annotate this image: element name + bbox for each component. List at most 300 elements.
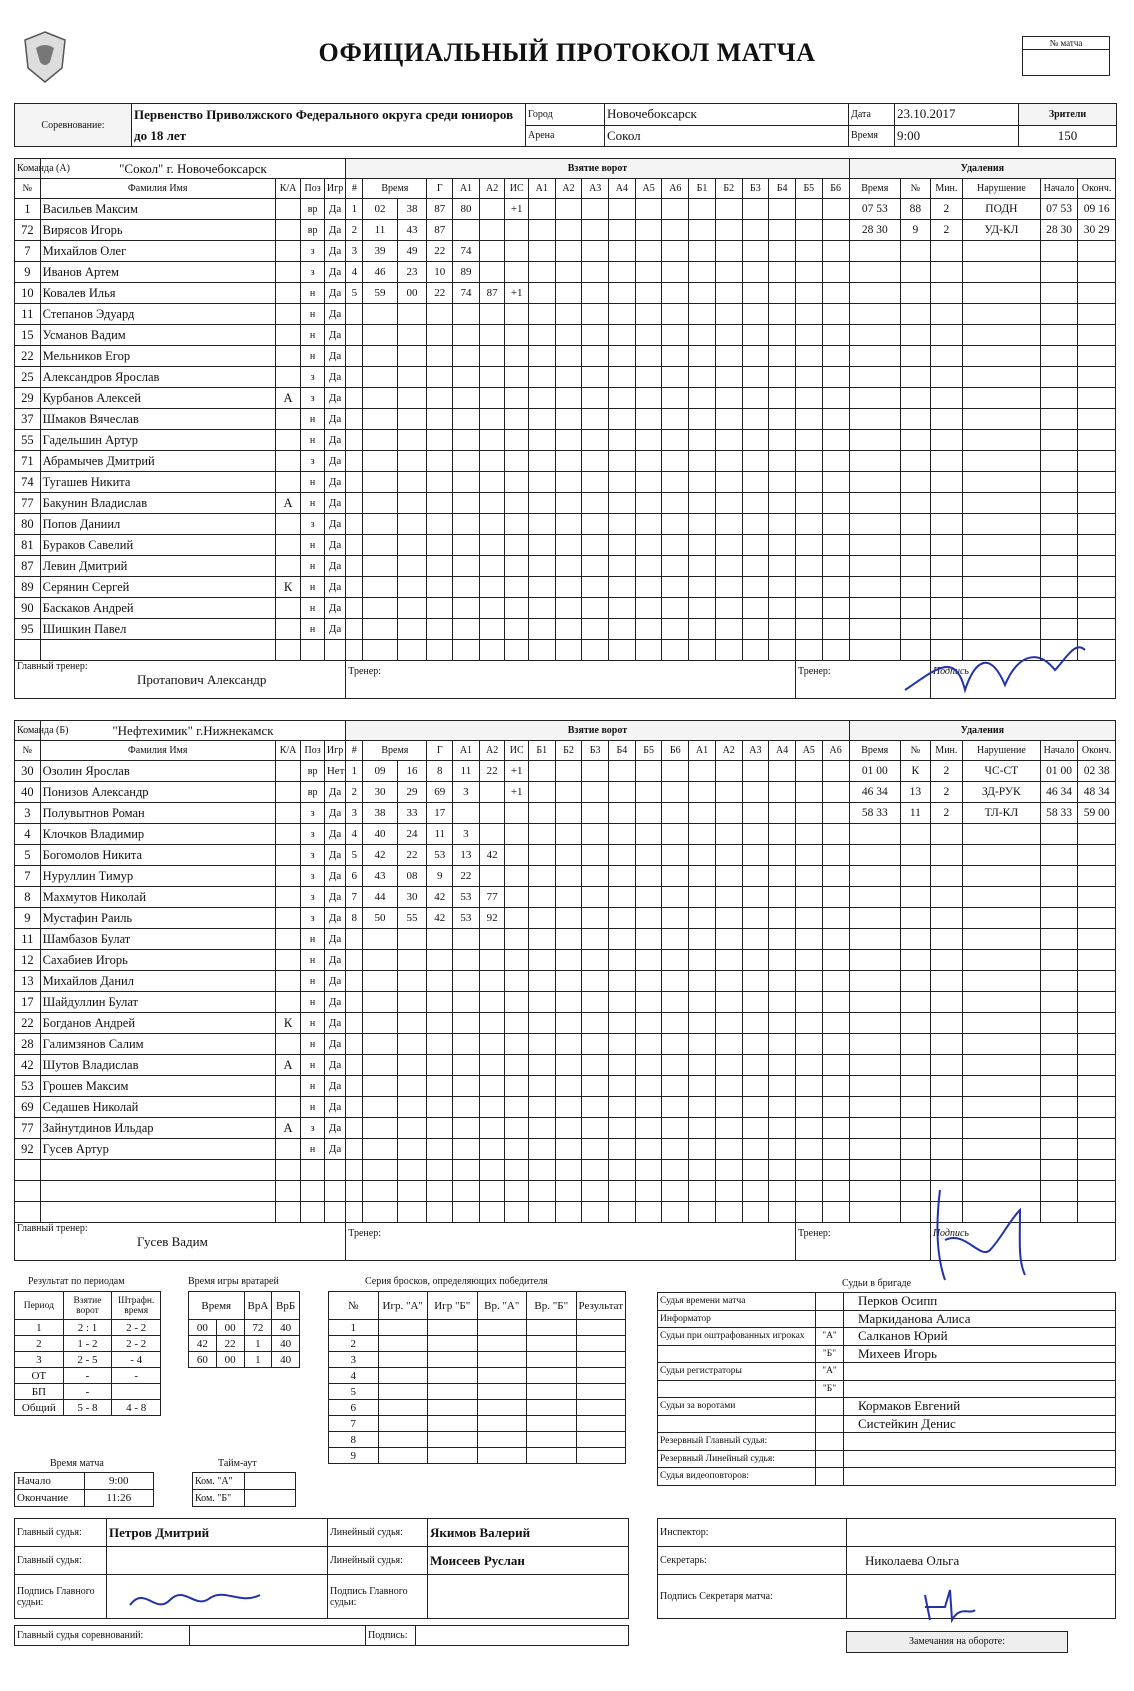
goal-cell <box>453 1202 480 1223</box>
goal-cell <box>479 1202 505 1223</box>
player-number <box>15 640 41 661</box>
penalty-cell <box>930 388 962 409</box>
line-cell <box>635 472 662 493</box>
penalty-cell <box>1078 388 1116 409</box>
goal-cell <box>453 1034 480 1055</box>
penalty-cell <box>962 346 1040 367</box>
penalty-cell <box>1040 346 1077 367</box>
player-row <box>15 866 1116 887</box>
line-cell <box>795 1034 822 1055</box>
penalty-cell <box>1078 556 1116 577</box>
penalty-cell <box>900 409 930 430</box>
goal-cell: 33 <box>397 803 427 824</box>
goal-cell <box>346 409 363 430</box>
line-cell <box>635 1076 662 1097</box>
line-col-header: Б2 <box>555 741 582 761</box>
officials-table <box>657 1292 1116 1486</box>
penalty-cell <box>930 577 962 598</box>
line-cell <box>769 472 796 493</box>
referees-table <box>14 1518 629 1619</box>
penalty-cell <box>849 1055 900 1076</box>
inspector-table <box>657 1518 1116 1619</box>
goal-cell <box>427 950 453 971</box>
periods-cell: - 4 <box>112 1352 161 1368</box>
periods-cell: 5 - 8 <box>63 1400 112 1416</box>
goal-cell <box>453 1118 480 1139</box>
goal-cell: 13 <box>453 845 480 866</box>
player-number: 71 <box>15 451 41 472</box>
player-role <box>275 908 301 929</box>
line-cell <box>715 346 742 367</box>
player-row <box>15 409 1116 430</box>
goal-cell <box>453 950 480 971</box>
player-position: н <box>301 304 325 325</box>
player-number: 3 <box>15 803 41 824</box>
goal-cell <box>453 619 480 640</box>
line-cell <box>822 220 849 241</box>
line-cell <box>795 640 822 661</box>
line-cell <box>528 472 555 493</box>
penalty-cell <box>962 887 1040 908</box>
goal-cell <box>505 1097 529 1118</box>
line-cell <box>609 430 636 451</box>
goal-cell <box>427 304 453 325</box>
goal-cell <box>346 929 363 950</box>
team-a-section <box>14 158 1116 699</box>
official-role <box>658 1415 816 1433</box>
line-cell <box>555 472 582 493</box>
team-a-table <box>14 158 1116 699</box>
line-cell <box>689 1034 716 1055</box>
player-played: Да <box>324 1013 345 1034</box>
line-cell <box>795 367 822 388</box>
player-number <box>15 1181 41 1202</box>
goal-cell <box>346 535 363 556</box>
line-cell <box>742 346 769 367</box>
line-cell <box>662 199 689 220</box>
penalty-cell <box>900 367 930 388</box>
shootout-col-header: Игр "Б" <box>428 1292 478 1320</box>
line-cell <box>715 1202 742 1223</box>
goal-cell <box>346 1202 363 1223</box>
date-value: 23.10.2017 <box>895 104 1019 126</box>
penalty-cell <box>1078 1139 1116 1160</box>
line-cell <box>689 1076 716 1097</box>
line-cell <box>795 971 822 992</box>
goal-cell: 89 <box>453 262 480 283</box>
line-cell <box>822 1118 849 1139</box>
line-col-header: Б5 <box>635 741 662 761</box>
penalty-cell <box>930 556 962 577</box>
line-cell <box>609 1202 636 1223</box>
line-cell <box>662 241 689 262</box>
line-cell <box>609 1013 636 1034</box>
goal-cell <box>505 241 529 262</box>
goalies-cell: 00 <box>216 1320 244 1336</box>
player-position: н <box>301 283 325 304</box>
goal-cell: 43 <box>397 220 427 241</box>
timeout-a-label: Ком. "А" <box>193 1473 245 1490</box>
player-position: вр <box>301 220 325 241</box>
line-cell <box>822 493 849 514</box>
line-cell <box>609 782 636 803</box>
goal-cell <box>479 325 505 346</box>
goal-cell <box>363 451 397 472</box>
player-name: Усманов Вадим <box>40 325 275 346</box>
goal-cell <box>363 304 397 325</box>
penalty-cell <box>1040 577 1077 598</box>
team-b-table <box>14 720 1116 1261</box>
line-cell <box>822 598 849 619</box>
penalty-player: 13 <box>900 782 930 803</box>
penalty-cell <box>849 619 900 640</box>
goal-cell <box>453 1181 480 1202</box>
goal-cell: 11 <box>363 220 397 241</box>
penalty-cell <box>900 619 930 640</box>
periods-cell <box>112 1384 161 1400</box>
goal-cell: 3 <box>346 803 363 824</box>
line-col-header: Б6 <box>822 179 849 199</box>
goal-col-header: А2 <box>479 179 505 199</box>
goal-col-header: ИС <box>505 741 529 761</box>
goal-cell: 17 <box>427 803 453 824</box>
penalty-col-header: № <box>900 179 930 199</box>
official-role: Судья времени матча <box>658 1293 816 1311</box>
line-cell <box>822 803 849 824</box>
goal-cell <box>397 971 427 992</box>
player-row <box>15 283 1116 304</box>
goal-cell <box>427 1160 453 1181</box>
player-role <box>275 262 301 283</box>
official-name: Кормаков Евгений <box>844 1398 1116 1416</box>
goal-cell <box>479 409 505 430</box>
line-cell <box>822 556 849 577</box>
goal-cell <box>453 1160 480 1181</box>
penalty-cell <box>962 556 1040 577</box>
line-cell <box>662 346 689 367</box>
line-referee-2: Моисеев Руслан <box>428 1547 629 1575</box>
line-cell <box>689 451 716 472</box>
line-cell <box>662 577 689 598</box>
line-cell <box>609 451 636 472</box>
goal-cell: 09 <box>363 761 397 782</box>
penalty-cell <box>1040 535 1077 556</box>
line-cell <box>635 304 662 325</box>
head-coach-cell <box>15 1223 346 1261</box>
player-position: з <box>301 514 325 535</box>
line-cell <box>635 761 662 782</box>
goal-cell <box>505 866 529 887</box>
penalty-cell <box>1040 992 1077 1013</box>
player-row <box>15 451 1116 472</box>
goal-cell <box>397 304 427 325</box>
goal-cell <box>479 929 505 950</box>
shootout-row-number: 8 <box>329 1432 379 1448</box>
goal-cell <box>363 325 397 346</box>
shootout-col-header: Вр. "А" <box>477 1292 527 1320</box>
goal-col-header: ИС <box>505 179 529 199</box>
line-cell <box>689 908 716 929</box>
penalty-cell <box>1040 262 1077 283</box>
line-cell <box>822 640 849 661</box>
line-col-header: Б1 <box>528 741 555 761</box>
line-cell <box>582 824 609 845</box>
penalty-cell <box>962 367 1040 388</box>
line-cell <box>528 409 555 430</box>
line-cell <box>689 1181 716 1202</box>
player-position: н <box>301 409 325 430</box>
shootout-cell <box>527 1320 577 1336</box>
player-name: Шмаков Вячеслав <box>40 409 275 430</box>
penalty-cell <box>1040 430 1077 451</box>
line-cell <box>822 619 849 640</box>
line-cell <box>609 241 636 262</box>
line-cell <box>715 1181 742 1202</box>
player-role <box>275 598 301 619</box>
line-cell <box>528 241 555 262</box>
coach-2-cell <box>795 1223 930 1261</box>
competition-name: Первенство Приволжского Федерального округа среди юниоров до 18 лет <box>132 104 526 147</box>
penalty-cell <box>1040 908 1077 929</box>
goal-cell <box>346 556 363 577</box>
goal-cell <box>397 325 427 346</box>
penalty-cell <box>1040 640 1077 661</box>
goal-cell <box>363 929 397 950</box>
player-role <box>275 556 301 577</box>
player-row <box>15 346 1116 367</box>
line-col-header: А1 <box>689 741 716 761</box>
goal-cell <box>397 388 427 409</box>
line-cell <box>582 472 609 493</box>
goal-cell <box>427 1076 453 1097</box>
goal-cell: 87 <box>479 283 505 304</box>
line-cell <box>662 761 689 782</box>
line-cell <box>662 782 689 803</box>
player-role <box>275 514 301 535</box>
line-cell <box>609 971 636 992</box>
goal-cell <box>397 535 427 556</box>
goal-cell: 69 <box>427 782 453 803</box>
line-cell <box>742 241 769 262</box>
line-cell <box>742 472 769 493</box>
penalty-cell <box>962 1013 1040 1034</box>
line-col-header: А6 <box>822 741 849 761</box>
line-cell <box>742 451 769 472</box>
player-row <box>15 640 1116 661</box>
goal-cell <box>427 1055 453 1076</box>
line-cell <box>635 430 662 451</box>
penalty-cell <box>900 929 930 950</box>
goal-col-header: # <box>346 179 363 199</box>
goal-cell: +1 <box>505 199 529 220</box>
penalty-infraction: ЧС-СТ <box>962 761 1040 782</box>
coach-cell <box>346 661 796 699</box>
shootout-cell <box>576 1448 626 1464</box>
line-cell <box>555 761 582 782</box>
line-cell <box>715 845 742 866</box>
player-name: Михайлов Данил <box>40 971 275 992</box>
goal-cell: 44 <box>363 887 397 908</box>
penalty-cell <box>1078 1055 1116 1076</box>
signature-cell <box>930 1223 1115 1261</box>
line-cell <box>769 887 796 908</box>
line-cell <box>769 992 796 1013</box>
shootout-cell <box>477 1416 527 1432</box>
line-cell <box>555 1097 582 1118</box>
line-cell <box>822 1013 849 1034</box>
penalty-cell <box>1040 556 1077 577</box>
line-cell <box>822 971 849 992</box>
goal-cell <box>397 1097 427 1118</box>
player-position: вр <box>301 761 325 782</box>
main-referee-1: Петров Дмитрий <box>107 1519 328 1547</box>
penalty-minutes: 2 <box>930 761 962 782</box>
col-header: № <box>15 179 41 199</box>
line-cell <box>742 950 769 971</box>
penalty-cell <box>1078 929 1116 950</box>
line-cell <box>528 1034 555 1055</box>
line-cell <box>528 451 555 472</box>
penalty-cell <box>900 598 930 619</box>
goal-cell <box>505 950 529 971</box>
player-played: Да <box>324 845 345 866</box>
line-cell <box>555 598 582 619</box>
player-role: К <box>275 577 301 598</box>
penalty-cell <box>930 409 962 430</box>
competition-referee-label: Главный судья соревнований: <box>15 1626 190 1646</box>
player-played: Да <box>324 908 345 929</box>
shootout-cell <box>378 1336 428 1352</box>
line-cell <box>795 283 822 304</box>
player-row <box>15 199 1116 220</box>
team-name: "Нефтехимик" г.Нижнекамск <box>40 721 346 741</box>
line-cell <box>662 283 689 304</box>
line-cell <box>822 1097 849 1118</box>
goalies-title: Время игры вратарей <box>188 1276 279 1287</box>
player-position: з <box>301 1118 325 1139</box>
player-name: Мустафин Раиль <box>40 908 275 929</box>
line-col-header: А5 <box>795 741 822 761</box>
line-cell <box>528 1202 555 1223</box>
line-cell <box>635 1202 662 1223</box>
goal-cell <box>479 782 505 803</box>
line-cell <box>689 220 716 241</box>
time-value: 9:00 <box>895 125 1019 147</box>
line-col-header: А4 <box>769 741 796 761</box>
line-cell <box>635 283 662 304</box>
player-name: Шайдуллин Булат <box>40 992 275 1013</box>
line-cell <box>635 388 662 409</box>
official-side: "Б" <box>816 1380 844 1398</box>
goal-cell <box>397 640 427 661</box>
penalty-cell <box>849 409 900 430</box>
goal-cell: 3 <box>453 782 480 803</box>
goal-cell <box>397 619 427 640</box>
shootout-cell <box>477 1448 527 1464</box>
player-played: Да <box>324 346 345 367</box>
line-cell <box>635 971 662 992</box>
goal-cell: 53 <box>453 887 480 908</box>
goal-cell <box>453 971 480 992</box>
shootout-cell <box>477 1320 527 1336</box>
line-cell <box>528 1118 555 1139</box>
line-cell <box>742 304 769 325</box>
line-cell <box>822 262 849 283</box>
line-referee-1: Якимов Валерий <box>428 1519 629 1547</box>
goal-cell <box>505 430 529 451</box>
penalty-cell <box>930 283 962 304</box>
penalty-cell <box>962 241 1040 262</box>
line-cell <box>689 950 716 971</box>
player-row <box>15 577 1116 598</box>
line-cell <box>555 262 582 283</box>
penalty-cell <box>930 929 962 950</box>
line-cell <box>742 1013 769 1034</box>
goal-cell <box>427 992 453 1013</box>
official-role: Судьи при оштрафованных игроках <box>658 1328 816 1346</box>
goalies-cell: 60 <box>189 1352 217 1368</box>
goal-cell <box>427 577 453 598</box>
player-played: Да <box>324 514 345 535</box>
player-role <box>275 640 301 661</box>
line-cell <box>795 992 822 1013</box>
line-cell <box>635 262 662 283</box>
penalty-cell <box>1078 845 1116 866</box>
goal-cell <box>479 430 505 451</box>
line-cell <box>635 409 662 430</box>
official-role <box>658 1380 816 1398</box>
line-cell <box>582 950 609 971</box>
periods-cell: 2 : 1 <box>63 1320 112 1336</box>
line-cell <box>609 472 636 493</box>
match-start-label: Начало <box>15 1473 85 1490</box>
goal-cell <box>479 451 505 472</box>
goal-cell: 74 <box>453 283 480 304</box>
line-cell <box>689 1160 716 1181</box>
player-role <box>275 1202 301 1223</box>
line-cell <box>528 514 555 535</box>
penalty-cell <box>962 1160 1040 1181</box>
goal-cell <box>397 577 427 598</box>
player-position: н <box>301 598 325 619</box>
line-cell <box>769 1013 796 1034</box>
shootout-cell <box>378 1448 428 1464</box>
col-header: К/А <box>275 179 301 199</box>
penalty-cell <box>849 971 900 992</box>
player-played <box>324 1202 345 1223</box>
line-cell <box>582 199 609 220</box>
periods-cell: 2 <box>15 1336 64 1352</box>
penalty-cell <box>1078 887 1116 908</box>
line-cell <box>662 1034 689 1055</box>
goal-cell <box>363 514 397 535</box>
player-number: 42 <box>15 1055 41 1076</box>
goal-cell: 87 <box>427 199 453 220</box>
line-cell <box>689 493 716 514</box>
penalty-cell <box>962 1055 1040 1076</box>
line-cell <box>528 619 555 640</box>
penalty-cell <box>930 346 962 367</box>
goal-cell <box>427 971 453 992</box>
shootout-row-number: 3 <box>329 1352 379 1368</box>
goal-cell <box>346 619 363 640</box>
line-cell <box>822 1139 849 1160</box>
penalty-end: 30 29 <box>1078 220 1116 241</box>
goal-col-header: Г <box>427 741 453 761</box>
line-cell <box>528 199 555 220</box>
goal-cell <box>505 535 529 556</box>
goal-cell <box>479 971 505 992</box>
